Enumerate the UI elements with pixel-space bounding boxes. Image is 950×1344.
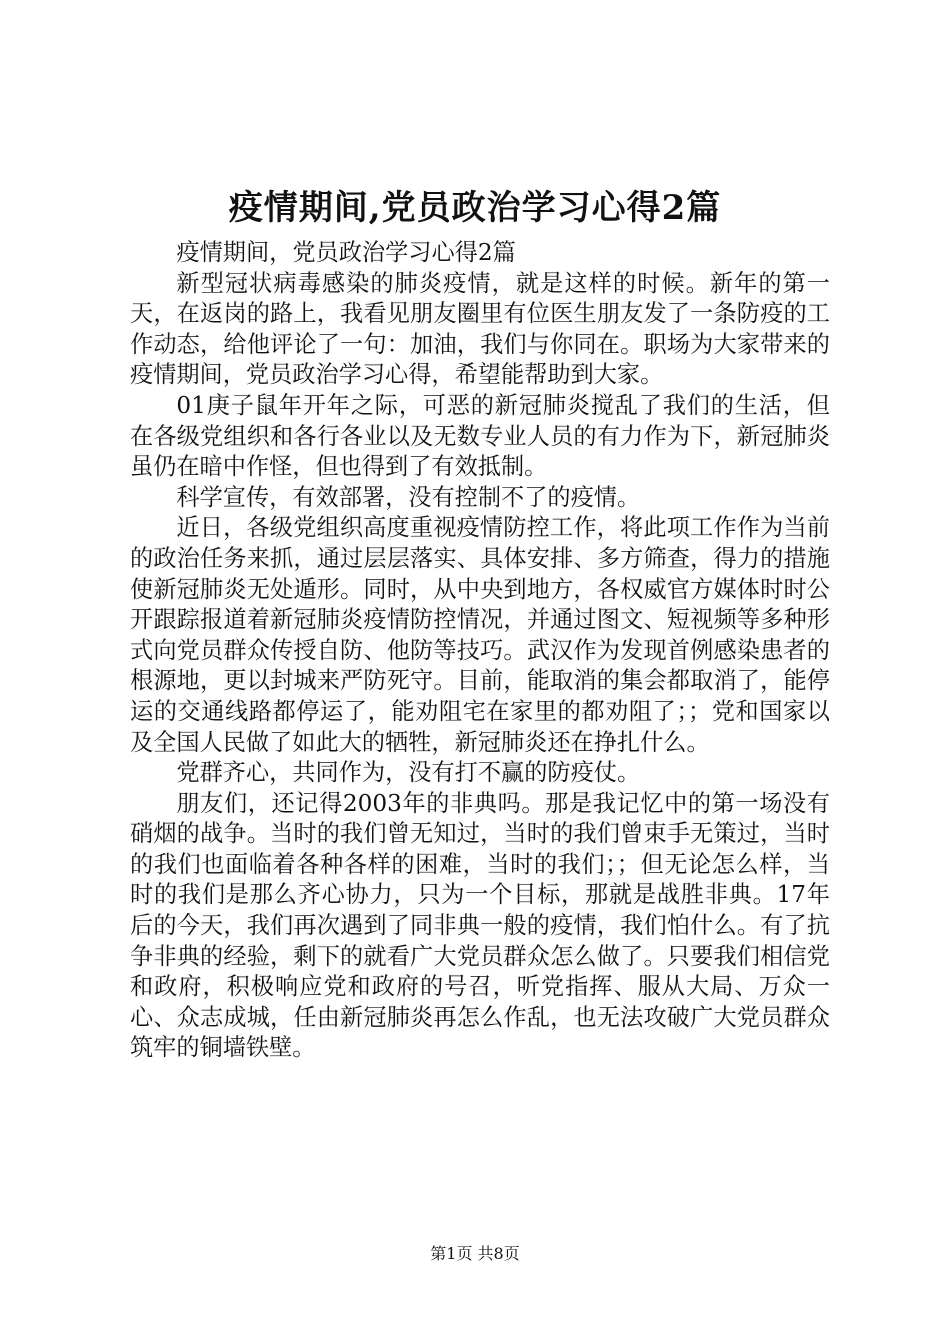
paragraph: 近日，各级党组织高度重视疫情防控工作，将此项工作作为当前的政治任务来抓，通过层层落实、具体安排、多方筛查，得力的措施使新冠肺炎无处遁形。同时，从中央到地方，各权威官方媒体时时公开跟踪报道着新冠肺炎疫情防控情况，并通过图文、短视频等多种形式向党员群众传授自防、他防等技巧。武汉作为发现首例感染患者的根源地，更以封城来严防死守。目前，能取消的集会都取消了，能停运的交通线路都停运了，能劝阻宅在家里的都劝阻了；；党和国家以及全国人民做了如此大的牺牲，新冠肺炎还在挣扎什么。 [130, 514, 830, 756]
paragraph: 朋友们，还记得2003年的非典吗。那是我记忆中的第一场没有硝烟的战争。当时的我们曾无知过，当时的我们曾束手无策过，当时的我们也面临着各种各样的困难，当时的我们；；但无论怎么样，当时的我们是那么齐心协力，只为一个目标，那就是战胜非典。17年后的今天，我们再次遇到了同非典一般的疫情，我们怕什么。有了抗争非典的经验，剩下的就看广大党员群众怎么做了。只要我们相信党和政府，积极响应党和政府的号召，听党指挥、服从大局、万众一心、众志成城，任由新冠肺炎再怎么作乱，也无法攻破广大党员群众筑牢的铜墙铁壁。 [130, 789, 830, 1062]
paragraph: 科学宣传，有效部署，没有控制不了的疫情。 [176, 483, 641, 511]
paragraph: 01庚子鼠年开年之际，可恶的新冠肺炎搅乱了我们的生活，但在各级党组织和各行各业以及无数专业人员的有力作为下，新冠肺炎虽仍在暗中作怪，但也得到了有效抵制。 [130, 391, 830, 481]
paragraph: 疫情期间，党员政治学习心得2篇 [176, 239, 516, 266]
document-title: 疫情期间,党员政治学习心得2篇 [228, 188, 722, 228]
page-footer: 第1页 共8页 [430, 1244, 520, 1263]
paragraph: 新型冠状病毒感染的肺炎疫情，就是这样的时候。新年的第一天，在返岗的路上，我看见朋友圈里有位医生朋友发了一条防疫的工作动态，给他评论了一句：加油，我们与你同在。职场为大家带来的疫情期间，党员政治学习心得，希望能帮助到大家。 [130, 269, 830, 389]
paragraph: 党群齐心，共同作为，没有打不赢的防疫仗。 [176, 759, 641, 787]
document-body [130, 238, 830, 1064]
